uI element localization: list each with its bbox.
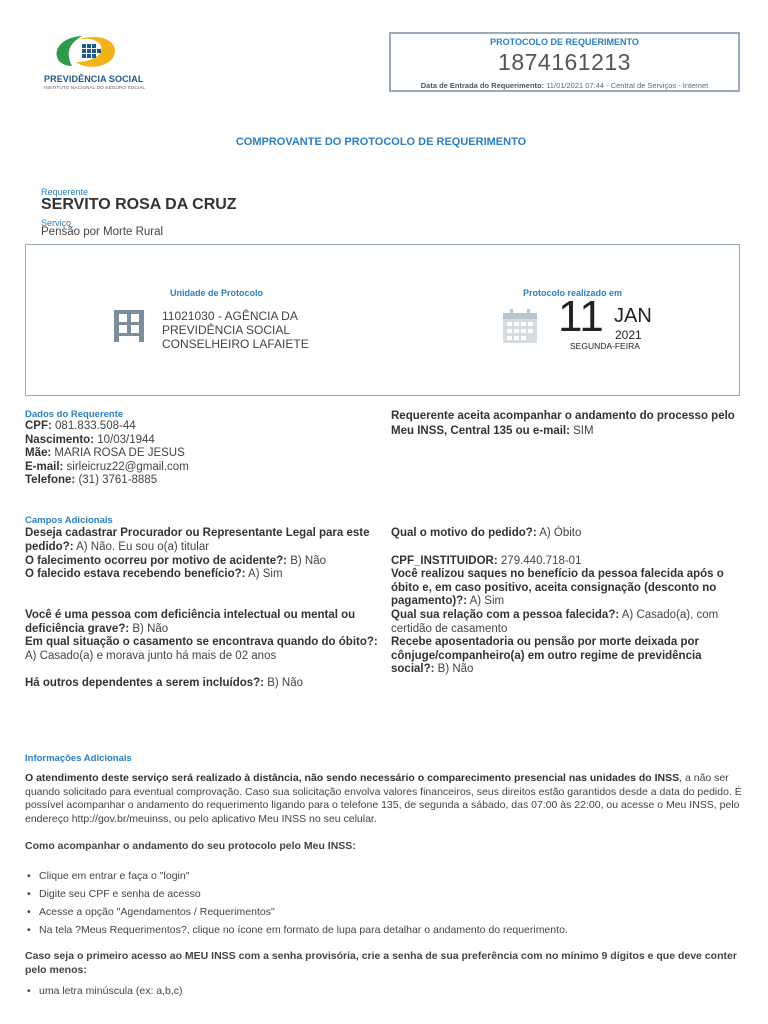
- unit-label: Unidade de Protocolo: [170, 288, 264, 298]
- mother-row: Mãe: MARIA ROSA DE JESUS: [25, 447, 185, 459]
- requester-label: Requerente: [41, 187, 89, 197]
- additional-fields-label: Campos Adicionais: [25, 515, 113, 526]
- list-item: • Na tela ?Meus Requerimentos?, clique no ícone em formato de lupa para detalhar o andamento do requerimento.: [25, 924, 743, 936]
- email-value: sirleicruz22@gmail.com: [63, 460, 189, 473]
- additional-field-3: O falecido estava recebendo benefício?: A) Sim: [25, 568, 283, 580]
- protocol-title: PROTOCOLO DE REQUERIMENTO: [490, 37, 639, 47]
- protocol-date: [391, 81, 738, 90]
- requester-data-label: Dados do Requerente: [25, 409, 124, 420]
- how-to-track-title: Como acompanhar o andamento do seu protocolo pelo Meu INSS:: [25, 840, 356, 852]
- additional-field-8: CPF_INSTITUIDOR: 279.440.718-01: [391, 555, 582, 567]
- how-to-track-steps: [25, 870, 743, 936]
- additional-field-7: Qual o motivo do pedido?: A) Óbito: [391, 527, 582, 539]
- list-item: • uma letra minúscula (ex: a,b,c): [25, 985, 743, 997]
- list-item: • Digite seu CPF e senha de acesso: [25, 888, 743, 900]
- unit-name: [162, 309, 309, 351]
- additional-field-11: Recebe aposentadoria ou pensão por morte deixada por cônjuge/companheiro(a) em outro regime de previdência social?: B) Não: [391, 636, 702, 675]
- protocol-date-value: 11/01/2021 07:44 - Central de Serviços - Internet: [544, 81, 709, 90]
- additional-field-4: Você é uma pessoa com deficiência intelectual ou mental ou deficiência grave?: B) Não: [25, 609, 356, 635]
- logo-title: PREVIDÊNCIA SOCIAL: [44, 74, 144, 84]
- phone-value: (31) 3761-8885: [75, 474, 158, 486]
- requester-name: SERVITO ROSA DA CRUZ: [41, 196, 237, 213]
- accept-value: SIM: [569, 424, 594, 437]
- additional-info-paragraph: O atendimento deste serviço será realizado à distância, não sendo necessário o comparecimento presencial nas unidades do INSS, a não ser quando solicitado para eventual comprovação. Caso sua solicitação envolva valores financeiros, seus direitos estão garantidos desde a data do pedido. É possível acompanhar o andamento do requerimento ligando para o telefone 135, de segunda a sábado, das 07:00 às 22:00, ou acesse o Meu INSS, pelo endereço http://gov.br/meuinss, ou pelo aplicativo Meu INSS no seu celular.: [25, 772, 742, 825]
- cpf-value: 081.833.508-44: [51, 420, 136, 432]
- password-rules: [25, 985, 743, 997]
- first-access-text: Caso seja o primeiro acesso ao MEU INSS com a senha provisória, crie a senha de sua preferência com no mínimo 9 dígitos e que deve conter pelo menos:: [25, 950, 737, 976]
- additional-field-2: O falecimento ocorreu por motivo de acidente?: B) Não: [25, 555, 326, 567]
- additional-field-1: Deseja cadastrar Procurador ou Representante Legal para este pedido?: A) Não. Eu sou o(a) titular: [25, 527, 370, 553]
- logo-subtitle: INSTITUTO NACIONAL DO SEGURO SOCIAL: [44, 85, 146, 90]
- service-name: Pensão por Morte Rural: [41, 226, 164, 238]
- additional-field-10: Qual sua relação com a pessoa falecida?: A) Casado(a), com certidão de casamento: [391, 609, 719, 635]
- service-label: Serviço: [41, 218, 72, 228]
- email-row: E-mail: sirleicruz22@gmail.com: [25, 460, 189, 473]
- protocol-number: 1874161213: [498, 49, 631, 75]
- realized-month: JAN: [614, 305, 652, 327]
- realized-label: Protocolo realizado em: [523, 288, 623, 298]
- logo: [42, 32, 146, 94]
- birth-value: 10/03/1944: [94, 433, 155, 446]
- realized-year: 2021: [615, 328, 642, 342]
- protocol-unit-box: [25, 244, 740, 396]
- unit-line-2: PREVIDÊNCIA SOCIAL: [162, 323, 291, 337]
- additional-field-9: Você realizou saques no benefício da pessoa falecida após o óbito e, em caso positivo, aceita consignação (desconto no pagamento)?: A) Sim: [391, 568, 724, 607]
- building-icon: [112, 308, 146, 344]
- previdencia-logo-icon: [42, 32, 132, 74]
- cpf-row: CPF: 081.833.508-44: [25, 420, 136, 432]
- document-title: COMPROVANTE DO PROTOCOLO DE REQUERIMENTO: [235, 136, 527, 148]
- requester-data: [25, 420, 365, 488]
- protocol-date-label: Data de Entrada do Requerimento:: [420, 81, 545, 90]
- additional-info-label: Informações Adicionais: [25, 753, 132, 764]
- unit-line-1: 11021030 - AGÊNCIA DA: [162, 309, 298, 323]
- accept-tracking: Requerente aceita acompanhar o andamento do processo pelo Meu INSS, Central 135 ou e-mail: SIM: [391, 410, 735, 437]
- birth-row: Nascimento: 10/03/1944: [25, 433, 155, 446]
- additional-field-5: Em qual situação o casamento se encontrava quando do óbito?: A) Casado(a) e morava junto há mais de 02 anos: [25, 636, 378, 662]
- realized-day: 11: [558, 292, 604, 341]
- protocol-box: [389, 32, 740, 92]
- mother-value: MARIA ROSA DE JESUS: [51, 447, 185, 459]
- realized-weekday: SEGUNDA-FEIRA: [570, 341, 640, 351]
- list-item: • Clique em entrar e faça o "login": [25, 870, 743, 882]
- list-item: • Acesse a opção "Agendamentos / Requerimentos": [25, 906, 743, 918]
- calendar-icon: [501, 307, 539, 345]
- phone-row: Telefone: (31) 3761-8885: [25, 474, 158, 486]
- additional-field-6: Há outros dependentes a serem incluídos?: B) Não: [25, 677, 303, 689]
- unit-line-3: CONSELHEIRO LAFAIETE: [162, 337, 309, 351]
